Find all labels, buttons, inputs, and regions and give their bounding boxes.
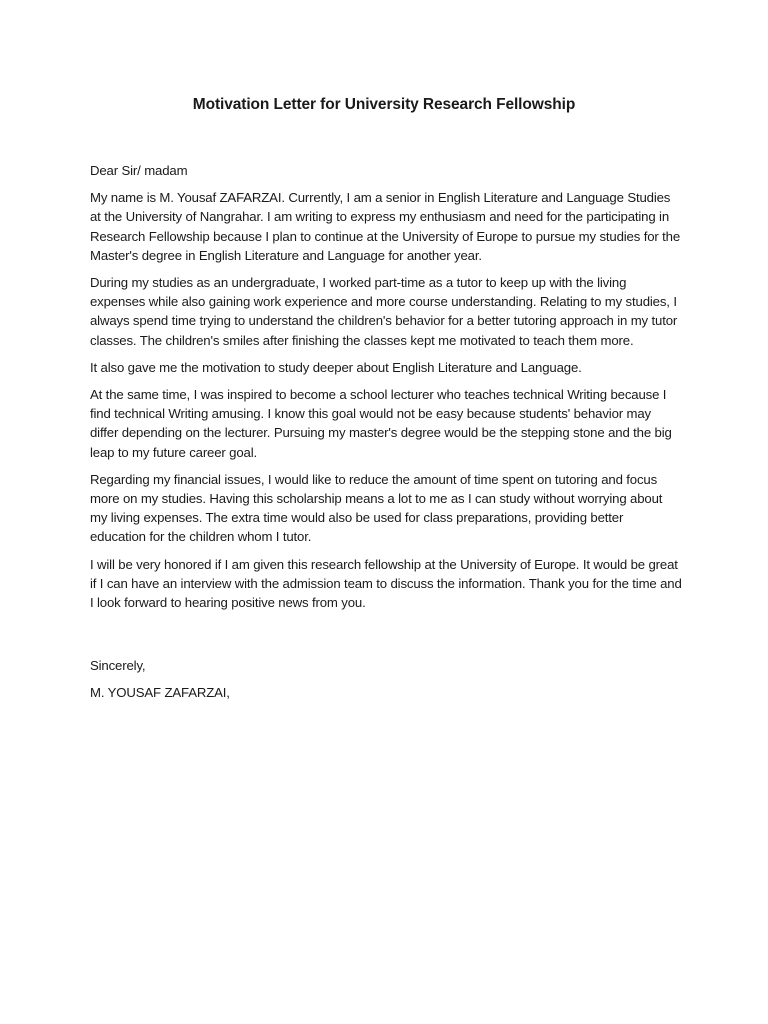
paragraph-introduction: My name is M. Yousaf ZAFARZAI. Currently, I am a senior in English Literature and Language Studies at the University of Nangrahar. I am writing to express my enthusiasm and need for the participating in Research Fellowship because I plan to continue at the University of Europe to pursue my studies for the Master's degree in English Literature and Language for another year.	[90, 190, 681, 263]
paragraph-conclusion: I will be very honored if I am given this research fellowship at the University of Europe. It would be great if I can have an interview with the admission team to discuss the information. Thank you for the time and I look forward to hearing positive news from you.	[90, 556, 682, 611]
paragraph-motivation: It also gave me the motivation to study deeper about English Literature and Language.	[90, 359, 582, 375]
letter-body	[90, 161, 682, 620]
signature-name: M. YOUSAF ZAFARZAI,	[90, 685, 230, 701]
paragraph-financial: Regarding my financial issues, I would like to reduce the amount of time spent on tutoring and focus more on my studies. Having this scholarship means a lot to me as I can study without worrying about my living expenses. The extra time would also be used for class preparations, providing better education for the children whom I tutor.	[90, 471, 663, 545]
paragraph-work-experience: During my studies as an undergraduate, I worked part-time as a tutor to keep up with the living expenses while also gaining work experience and more course understanding. Relating to my studies, I always spend time trying to understand the children's behavior for a better tutoring approach in my tutor classes. The children's smiles after finishing the classes kept me motivated to teach them more.	[90, 275, 678, 348]
salutation: Dear Sir/ madam	[90, 163, 188, 178]
letter-closing	[90, 656, 682, 710]
letter-title: Motivation Letter for University Research Fellowship	[192, 96, 576, 113]
closing-phrase: Sincerely,	[90, 658, 146, 673]
paragraph-career-goal: At the same time, I was inspired to become a school lecturer who teaches technical Writing because I find technical Writing amusing. I know this goal would not be easy because students' behavior may differ depending on the lecturer. Pursuing my master's degree would be the stepping stone and the big leap to my future career goal.	[90, 387, 672, 460]
